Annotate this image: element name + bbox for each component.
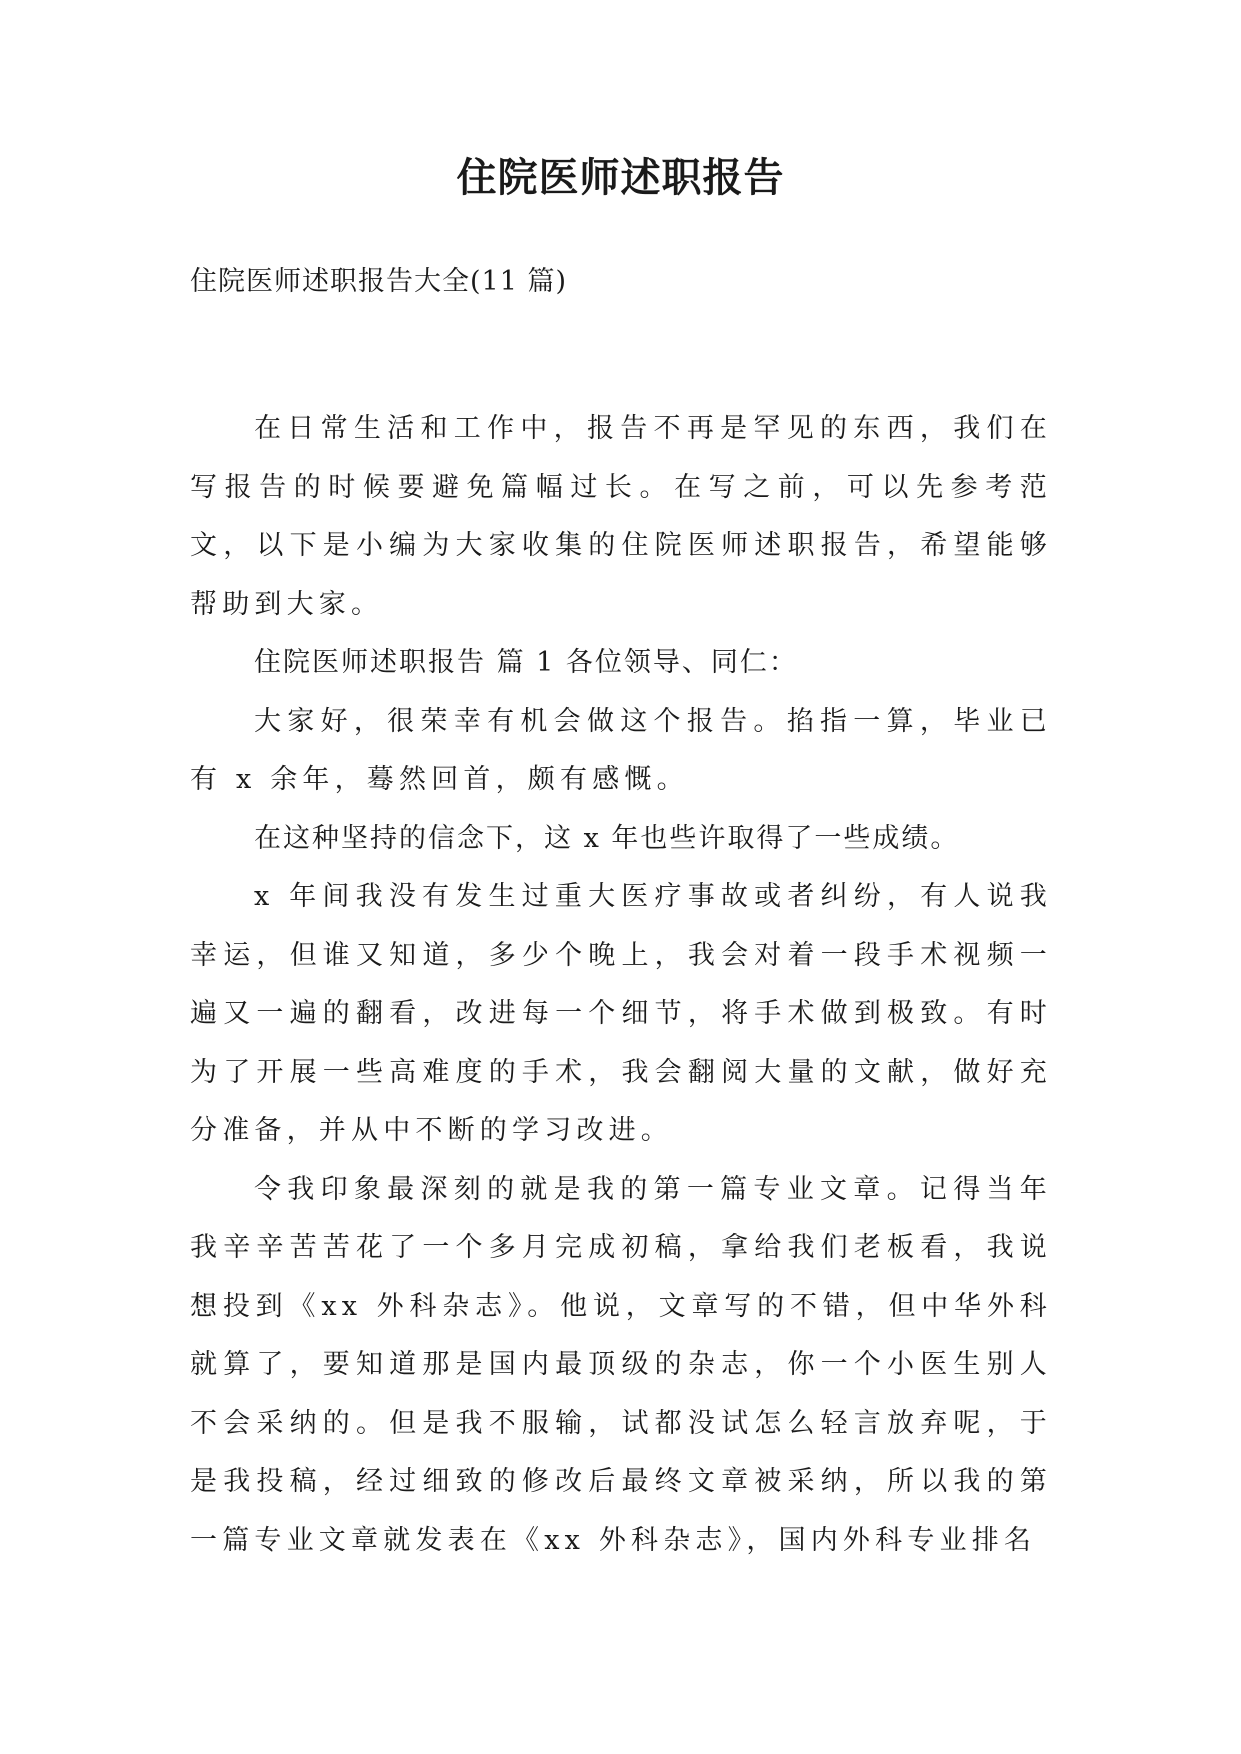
paragraph-heading: 住院医师述职报告 篇 1 各位领导、同仁： [254, 647, 798, 678]
document-subtitle: 住院医师述职报告大全(11 篇) [190, 266, 568, 297]
paragraph-first-article: 令我印象最深刻的就是我的第一篇专业文章。记得当年我辛辛苦苦花了一个多月完成初稿，拿给我们老板看，我说想投到《xx 外科杂志》。他说，文章写的不错，但中华外科就算了，要知道那是国内最顶级的杂志，你一个小医生别人不会采纳的。但是我不服输，试都没试怎么轻言放弃呢，于是我投稿，经过细致的修改后最终文章被采纳，所以我的第一篇专业文章就发表在《xx 外科杂志》，国内外科专业排名 [190, 1173, 1052, 1556]
paragraph-intro: 在日常生活和工作中，报告不再是罕见的东西，我们在写报告的时候要避免篇幅过长。在写之前，可以先参考范文，以下是小编为大家收集的住院医师述职报告，希望能够帮助到大家。 [190, 413, 1052, 620]
paragraph-achievement: 在这种坚持的信念下，这 x 年也些许取得了一些成绩。 [254, 822, 960, 854]
document-body [190, 400, 1052, 1570]
paragraph-no-accidents: x 年间我没有发生过重大医疗事故或者纠纷，有人说我幸运，但谁又知道，多少个晚上，我会对着一段手术视频一遍又一遍的翻看，改进每一个细节，将手术做到极致。有时为了开展一些高难度的手术，我会翻阅大量的文献，做好充分准备，并从中不断的学习改进。 [190, 881, 1052, 1146]
paragraph-greeting: 大家好，很荣幸有机会做这个报告。掐指一算，毕业已有 x 余年，蓦然回首，颇有感慨。 [190, 705, 1052, 795]
document-title: 住院医师述职报告 [456, 155, 785, 201]
